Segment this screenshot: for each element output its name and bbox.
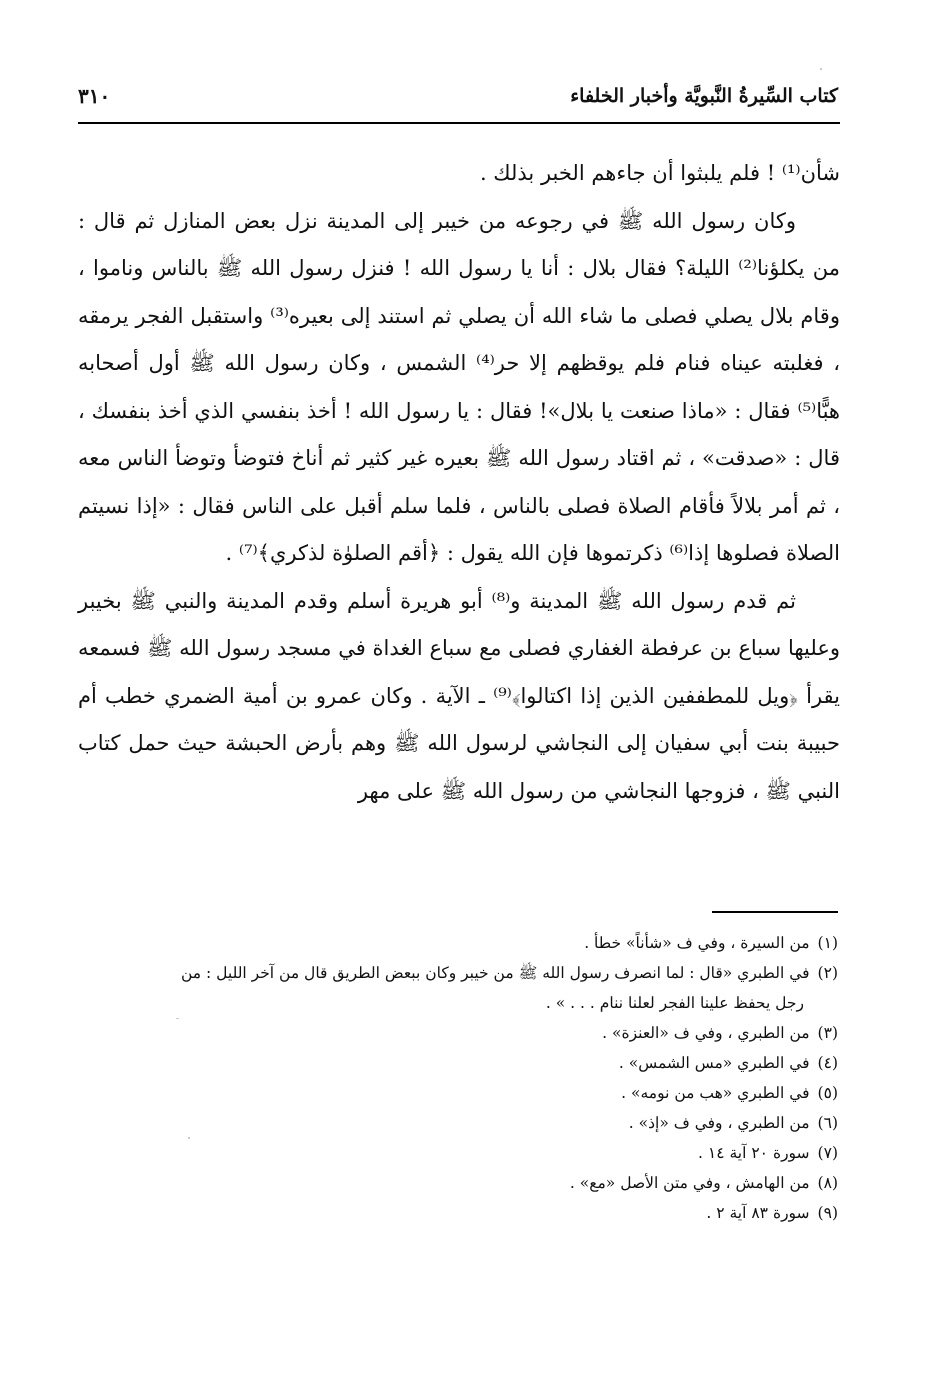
footnote-text: سورة ٢٠ آية ١٤ .: [698, 1144, 810, 1162]
footnote: [78, 928, 838, 958]
main-text: [78, 150, 840, 815]
scan-speck: [176, 1018, 179, 1019]
page-header: [78, 82, 838, 122]
header-rule: [78, 122, 840, 124]
running-title: كتاب السِّيرةُ النَّبويَّة وأخبار الخلفاء: [570, 85, 838, 107]
footnote-text: من الطبري ، وفي ف «العنزة» .: [602, 1024, 810, 1042]
page-number: ٣١٠: [78, 84, 111, 108]
footnote-text: في الطبري «هب من نومه» .: [621, 1084, 810, 1102]
footnote-number: (٨): [817, 1174, 838, 1192]
footnote: [78, 1138, 838, 1168]
scan-speck: [188, 1137, 190, 1139]
footnote: [78, 958, 838, 988]
paragraph: ثم قدم رسول الله ﷺ المدينة و⁽⁸⁾ أبو هريرة أسلم وقدم المدينة والنبي ﷺ بخيبر وعليها سباع بن عرفطة الغفاري فصلى مع سباع الغداة في مسجد رسول الله ﷺ فسمعه يقرأ ﴿ويل للمطففين الذين إذا اكتالوا﴾⁽⁹⁾ ـ الآية . وكان عمرو بن أمية الضمري خطب أم حبيبة بنت أبي سفيان إلى النجاشي لرسول الله ﷺ وهم بأرض الحبشة حيث حمل كتاب النبي ﷺ ، فزوجها النجاشي من رسول الله ﷺ على مهر: [78, 588, 840, 803]
footnote: [78, 1108, 838, 1138]
footnote-number: (٣): [817, 1024, 838, 1042]
footnote: [78, 1078, 838, 1108]
footnote-number: (٥): [817, 1084, 838, 1102]
footnote-text: من السيرة ، وفي ف «شأناً» خطأ .: [584, 934, 810, 952]
footnote-continuation: رجل يحفظ علينا الفجر لعلنا ننام . . . » .: [545, 994, 804, 1012]
footnote-text: في الطبري «قال : لما انصرف رسول الله ﷺ من خيبر وكان ببعض الطريق قال من آخر الليل : من: [180, 964, 810, 982]
footnote-number: (٧): [817, 1144, 838, 1162]
footnote: [78, 1198, 838, 1228]
footnote-rule: [712, 911, 838, 913]
footnote-text: سورة ٨٣ آية ٢ .: [706, 1204, 810, 1222]
footnote-number: (١): [817, 934, 838, 952]
scan-speck: [820, 68, 822, 70]
footnote-number: (٦): [817, 1114, 838, 1132]
footnote-number: (٩): [817, 1204, 838, 1222]
footnote: [78, 1018, 838, 1048]
paragraph: شأن⁽¹⁾ ! فلم يلبثوا أن جاءهم الخبر بذلك .: [479, 161, 840, 185]
footnote-text: في الطبري «مس الشمس» .: [618, 1054, 810, 1072]
footnote: [78, 1168, 838, 1198]
footnote-number: (٤): [817, 1054, 838, 1072]
footnote-text: من الطبري ، وفي ف «إذ» .: [628, 1114, 810, 1132]
footnote: [78, 1048, 838, 1078]
footnotes: [78, 928, 838, 1228]
footnote-number: (٢): [817, 964, 838, 982]
footnote-text: من الهامش ، وفي متن الأصل «مع» .: [569, 1174, 810, 1192]
paragraph: وكان رسول الله ﷺ في رجوعه من خيبر إلى المدينة نزل بعض المنازل ثم قال : من يكلؤنا⁽²⁾ الليلة؟ فقال بلال : أنا يا رسول الله ! فنزل رسول الله ﷺ بالناس وناموا ، وقام بلال يصلي فصلى ما شاء الله أن يصلي ثم استند إلى بعيره⁽³⁾ واستقبل الفجر يرمقه ، فغلبته عيناه فنام فلم يوقظهم إلا حر⁽⁴⁾ الشمس ، وكان رسول الله ﷺ أول أصحابه هبًّا⁽⁵⁾ فقال : «ماذا صنعت يا بلال»! فقال : يا رسول الله ! أخذ بنفسي الذي أخذ بنفسك ، قال : «صدقت» ، ثم اقتاد رسول الله ﷺ بعيره غير كثير ثم أناخ فتوضأ وتوضأ الناس معه ، ثم أمر بلالاً فأقام الصلاة فصلى بالناس ، فلما سلم أقبل على الناس فقال : «إذا نسيتم الصلاة فصلوها إذا⁽⁶⁾ ذكرتموها فإن الله يقول : ﴿أقم الصلوٰة لذكري﴾⁽⁷⁾ .: [78, 208, 841, 565]
